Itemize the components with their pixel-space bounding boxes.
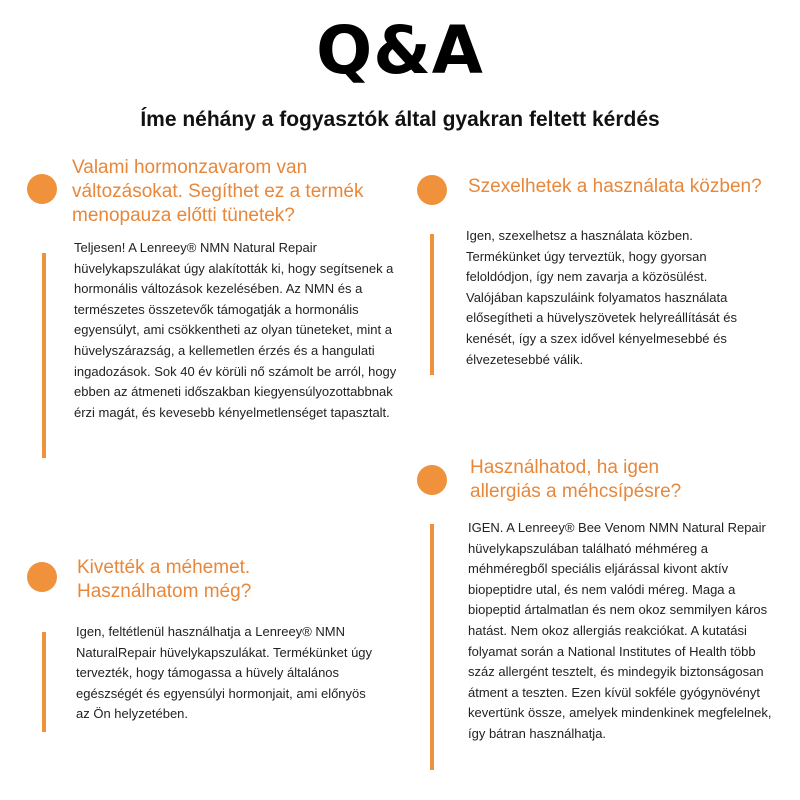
bullet-dot-icon (417, 465, 447, 495)
answer-accent-bar (430, 234, 434, 375)
bullet-dot-icon (27, 562, 57, 592)
bullet-dot-icon (417, 175, 447, 205)
answer-text: Igen, feltétlenül használhatja a Lenreey® NMN NaturalRepair hüvelykapszulákat. Termékünket úgy tervezték, hogy támogassa a hüvely általános egészségét és egyensúlyi hormonjait, ami előnyös az Ön helyzetében. (76, 624, 373, 722)
bullet-dot-icon (27, 174, 57, 204)
question-text: Szexelhetek a használata közben? (468, 176, 762, 197)
answer-accent-bar (430, 524, 434, 770)
answer-text: IGEN. A Lenreey® Bee Venom NMN Natural Repair hüvelykapszulában található méhméreg a méhméregből speciális eljárással kivont aktív biopeptidre utal, és nem valódi méreg. Maga a biopeptid ártalmatlan és nem okoz semmilyen káros hatást. Nem okoz allergiás reakciókat. A kutatási folyamat során a National Institutes of Health több száz allergént tesztelt, és mindegyik biztonságosan átment a teszten. Ezen kívül sokféle gyógynövényt kevertünk össze, amelyek mindenkinek megfelelnek, így bátran használhatja. (468, 520, 772, 741)
page-title: Q&A (316, 12, 484, 89)
answer-text: Igen, szexelhetsz a használata közben. Termékünket úgy terveztük, hogy gyorsan feloldódjon, így nem zavarja a közösülést. Valójában kapszuláink folyamatos használata elősegítheti a hüvelyszövetek helyreállítását és kenését, így a szex idővel kényelmesebbé és élvezetesebbé válik. (466, 228, 737, 367)
question-text: Kivették a méhemet. Használhatom még? (77, 557, 252, 602)
question-text: Használhatod, ha igen allergiás a méhcsípésre? (470, 457, 682, 502)
answer-text: Teljesen! A Lenreey® NMN Natural Repair hüvelykapszulákat úgy alakították ki, hogy segítsenek a hormonális változások kezelésében. Az NMN és a természetes összetevők támogatják a hormonális egyensúlyt, ami csökkentheti az olyan tüneteket, mint a hüvelyszárazság, a kellemetlen érzés és a hangulati ingadozások. Sok 40 év körüli nő számolt be arról, hogy ebben az átmeneti időszakban kiegyensúlyozottabbnak érzi magát, és kevesebb kényelmetlenséget tapasztalt. (74, 240, 397, 420)
question-text: Valami hormonzavarom van változásokat. Segíthet ez a termék menopauza előtti tünetek? (72, 157, 364, 226)
answer-accent-bar (42, 253, 46, 458)
page-subtitle: Íme néhány a fogyasztók által gyakran feltett kérdés (140, 108, 660, 131)
answer-accent-bar (42, 632, 46, 732)
